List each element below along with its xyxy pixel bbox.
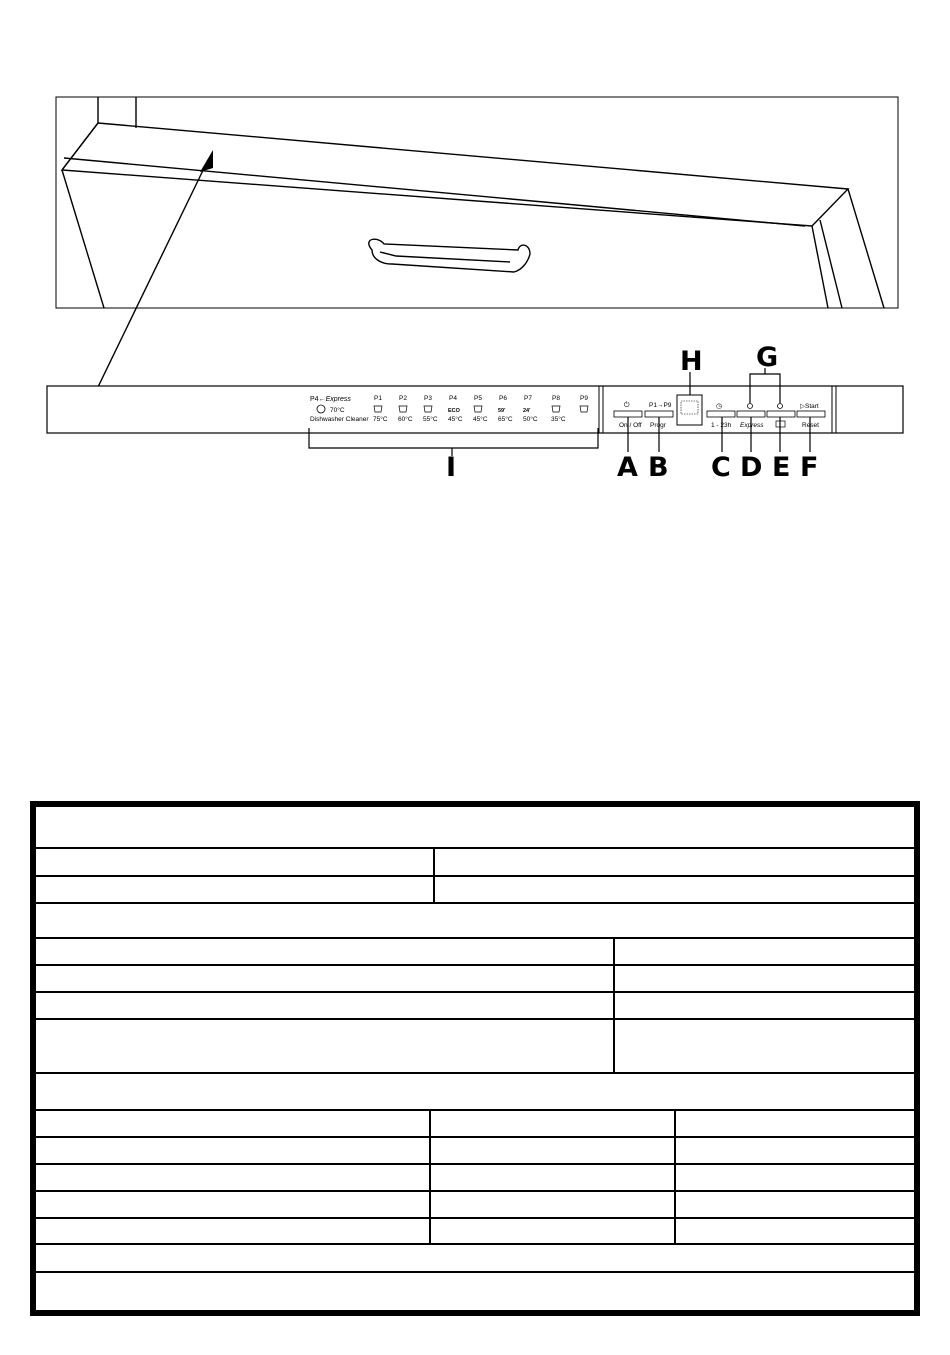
table-row [36, 1074, 914, 1111]
program-code: P1 [374, 395, 382, 402]
table-cell [613, 1020, 914, 1072]
table-row [36, 966, 914, 993]
pointer-arrow [82, 150, 213, 420]
program-code: P3 [424, 395, 432, 402]
table-cell [36, 966, 613, 991]
indicator-light-1 [748, 404, 753, 409]
table-cell [433, 849, 914, 875]
table-row [36, 939, 914, 966]
program-range: P1→P9 [649, 402, 672, 409]
table-cell [429, 1165, 674, 1190]
reset-label: Reset [802, 422, 819, 429]
callout-a: A [617, 452, 638, 483]
delay-button[interactable] [707, 411, 735, 417]
program-code: P8 [552, 395, 560, 402]
delay-label: 1 - 23h [711, 422, 732, 429]
table-cell [674, 1192, 914, 1217]
table-cell [36, 1219, 429, 1243]
dishwasher-diagram [0, 0, 950, 500]
program-icon-text: 24' [523, 408, 531, 414]
program-temp: 60°C [398, 416, 413, 423]
table-row [36, 807, 914, 849]
eco-icon [448, 408, 461, 414]
table-cell [36, 877, 433, 902]
program-code: P4 [449, 395, 457, 402]
clock-icon: ◷ [716, 403, 723, 410]
program-temp: 55°C [423, 416, 438, 423]
door-illustration [56, 97, 898, 308]
cleaner-label: Dishwasher Cleaner [310, 416, 369, 423]
table-cell [433, 877, 914, 902]
table-row [36, 1245, 914, 1273]
table-row [36, 1219, 914, 1245]
callout-f: F [800, 452, 819, 483]
program-code: P6 [499, 395, 507, 402]
program-temp: 75°C [373, 416, 388, 423]
table-row [36, 993, 914, 1020]
table-cell [674, 1138, 914, 1163]
table-row [36, 1111, 914, 1138]
table-row [36, 849, 914, 877]
program-temp: 45°C [448, 416, 463, 423]
program-code: P5 [474, 395, 482, 402]
table-cell [36, 904, 914, 937]
table-cell [36, 1074, 914, 1109]
program-code: P9 [580, 395, 588, 402]
table-cell [36, 939, 613, 964]
express-button[interactable] [737, 411, 765, 417]
express-header: P4←Express [310, 396, 351, 403]
callout-i: I [446, 452, 457, 483]
progr-label: Progr [650, 422, 666, 429]
callout-g: G [756, 342, 779, 373]
table-cell [36, 807, 914, 847]
program-temp: 50°C [523, 416, 538, 423]
table-cell [36, 1192, 429, 1217]
door-left-side [62, 123, 104, 308]
table-cell [36, 849, 433, 875]
power-icon: ⏻ [624, 402, 630, 409]
table-cell [674, 1111, 914, 1136]
door-lip-line [64, 158, 805, 226]
door-top-edge [62, 123, 848, 226]
program-code: P2 [399, 395, 407, 402]
callout-d: D [740, 452, 763, 483]
table-cell [613, 966, 914, 991]
table-row [36, 877, 914, 904]
door-right-side [812, 189, 884, 308]
table-cell [613, 939, 914, 964]
table-cell [36, 1138, 429, 1163]
program-temp: 65°C [498, 416, 513, 423]
table-cell [36, 1273, 914, 1318]
table-cell [429, 1219, 674, 1243]
table-cell [36, 1245, 914, 1271]
callout-h: H [680, 346, 703, 377]
table-cell [36, 993, 613, 1018]
start-reset-button[interactable] [797, 411, 825, 417]
table-row [36, 1273, 914, 1318]
control-panel [47, 386, 903, 433]
progr-button[interactable] [645, 411, 673, 417]
table-cell [36, 1020, 613, 1072]
quick-icon [523, 408, 531, 414]
table-cell [36, 1165, 429, 1190]
program-icon-text: ECO [448, 408, 460, 414]
program-icon-text: 59' [498, 408, 506, 414]
table-row [36, 1020, 914, 1074]
callout-c: C [711, 452, 731, 483]
table-cell [36, 1111, 429, 1136]
door-handle-inner [380, 252, 510, 262]
table-cell [613, 993, 914, 1018]
cleaner-temp: 70°C [330, 407, 345, 414]
table-cell [429, 1138, 674, 1163]
express-label: Express [740, 422, 764, 429]
program-temp: 35°C [551, 416, 566, 423]
half-load-button[interactable] [767, 411, 795, 417]
start-label: ▷Start [800, 403, 819, 410]
indicator-light-2 [778, 404, 783, 409]
quick-icon [498, 408, 506, 414]
callout-b: B [648, 452, 669, 483]
program-code: P7 [524, 395, 532, 402]
table-row [36, 1138, 914, 1165]
callout-e: E [772, 452, 791, 483]
table-row [36, 1165, 914, 1192]
table-cell [429, 1192, 674, 1217]
table-row [36, 904, 914, 939]
table-cell [674, 1219, 914, 1243]
program-temp: 45°C [473, 416, 488, 423]
illustration-frame [56, 97, 898, 308]
table-cell [674, 1165, 914, 1190]
blank-spec-table [30, 801, 920, 1316]
on-off-label: On / Off [619, 422, 642, 429]
on-off-button[interactable] [614, 411, 642, 417]
table-cell [429, 1111, 674, 1136]
table-row [36, 1192, 914, 1219]
